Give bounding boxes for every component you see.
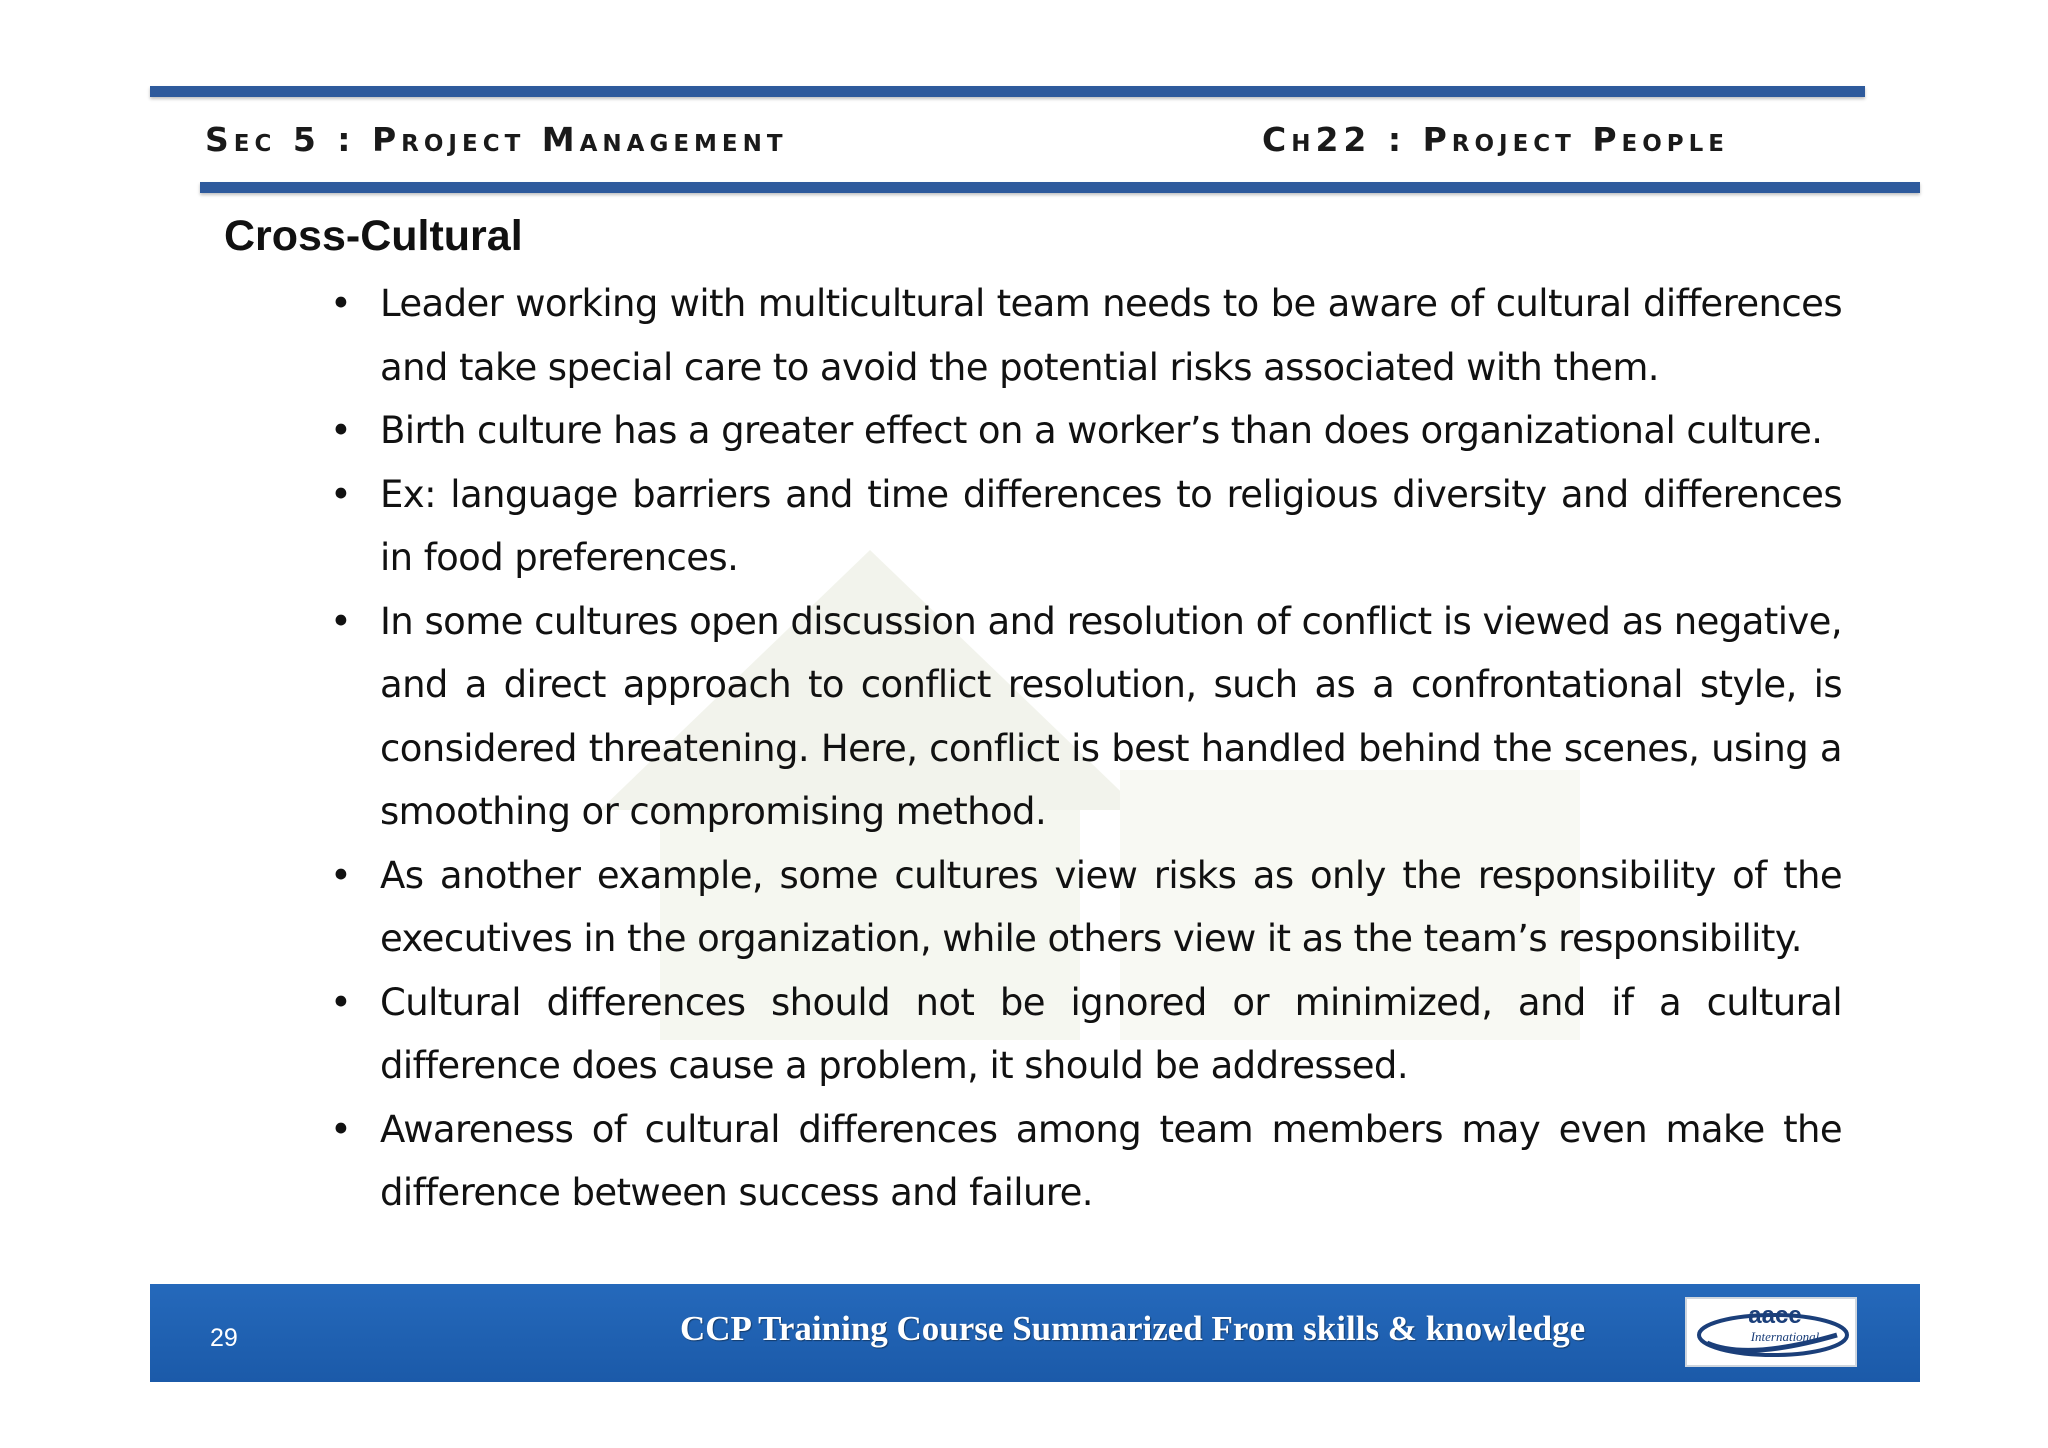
page-number: 29 (210, 1324, 238, 1352)
section-header: Sec 5 : Project Management (205, 120, 788, 159)
bullet-icon: • (330, 409, 352, 452)
logo-subtitle: International (1750, 1329, 1820, 1344)
chapter-header: Ch22 : Project People (1262, 120, 1730, 159)
list-item (330, 844, 1842, 971)
list-item (330, 1098, 1842, 1225)
bullet-list (330, 272, 1842, 1225)
bullet-text: Birth culture has a greater effect on a worker’s than does organizational culture. (380, 409, 1823, 452)
bullet-text: Cultural differences should not be ignored or minimized, and if a cultural difference does cause a problem, it should be addressed. (380, 980, 1842, 1087)
bullet-text: Leader working with multicultural team needs to be aware of cultural differences and take special care to avoid the potential risks associated with them. (380, 282, 1842, 389)
bullet-icon: • (330, 1107, 352, 1151)
aace-logo-icon (1687, 1299, 1855, 1365)
footer-caption: CCP Training Course Summarized From skills & knowledge (680, 1309, 1586, 1348)
bullet-icon: • (330, 980, 352, 1024)
logo-wordmark: aace (1748, 1302, 1802, 1329)
bullet-text: In some cultures open discussion and resolution of conflict is viewed as negative, and a direct approach to conflict resolution, such as a confrontational style, is considered threatening. Here, conflict is best handled behind the scenes, using a smoothing or compromising method. (380, 599, 1842, 833)
list-item (330, 590, 1842, 844)
header-top-rule (150, 86, 1865, 97)
bullet-icon: • (330, 282, 352, 325)
bullet-text: Ex: language barriers and time differences to religious diversity and differences in food preferences. (380, 472, 1842, 579)
list-item (330, 463, 1842, 590)
bullet-text: Awareness of cultural differences among team members may even make the difference between success and failure. (380, 1107, 1842, 1214)
header-bottom-rule (200, 182, 1920, 193)
aace-logo (1685, 1297, 1857, 1367)
bullet-icon: • (330, 599, 352, 643)
bullet-icon: • (330, 853, 352, 897)
bullet-text: As another example, some cultures view risks as only the responsibility of the executives in the organization, while others view it as the team’s responsibility. (380, 853, 1842, 960)
list-item (330, 971, 1842, 1098)
list-item (330, 399, 1842, 463)
list-item (330, 272, 1842, 399)
bullet-icon: • (330, 472, 352, 516)
slide-title: Cross-Cultural (224, 212, 523, 260)
